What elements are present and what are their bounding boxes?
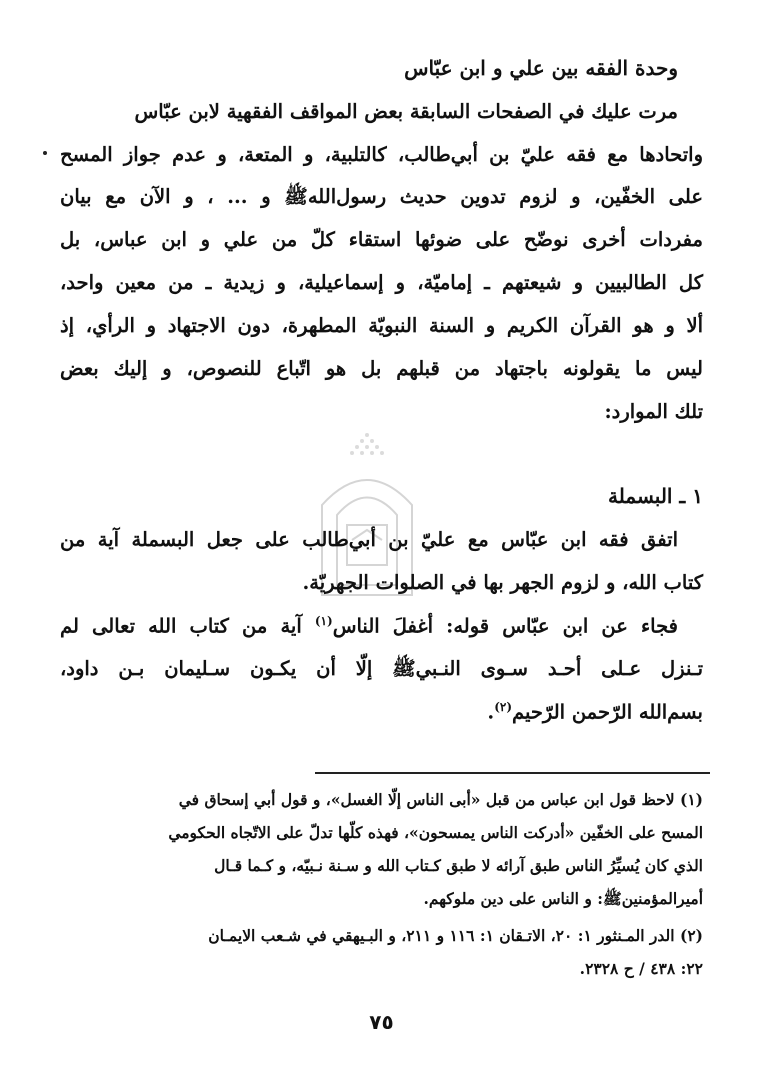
paragraph-line: ليس ما يقولونه باجتهاد من قبلهم بل هو اتّباع للنصوص، و إليك بعض (60, 357, 703, 380)
footnote-line: الذي كان يُسيِّرُ الناس طبق آرائه لا طبق كـتاب الله و سـنة نـبيّه، و كـما قـال (214, 856, 703, 875)
paragraph-line: اتفق فقه ابن عبّاس مع عليّ بن أبي‌طالب على جعل البسملة آية من (60, 528, 678, 551)
text-run: فجاء عن ابن عبّاس قوله: أغفلَ الناس (332, 614, 678, 638)
paragraph-line: مفردات أخرى نوضّح على ضوئها استقاء كلّ من علي و ابن عباس، بل (60, 228, 703, 251)
paragraph-line: تـنزل عـلى أحـد سـوى النـبيﷺ إلّا أن يكـون سـليمان بـن داود، (60, 657, 703, 680)
footnote-line: المسح على الخفّين «أدركت الناس يمسحون»، فهذه كلّها تدلّ على الاتّجاه الحكومي (168, 823, 703, 842)
paragraph-line: كل الطالبيين و شيعتهم ـ إماميّة، و إسماعيلية، و زيدية ـ من معين واحد، (60, 271, 703, 294)
paragraph-line: ألا و هو القرآن الكريم و السنة النبويّة المطهرة، دون الاجتهاد و الرأي، إذ (60, 314, 703, 337)
stray-mark (43, 151, 47, 155)
footnote-line: (٢) الدر المـنثور ١: ٢٠، الاتـقان ١: ١١٦ و ٢١١، و البـيهقي في شـعب الايمـان (208, 926, 703, 945)
footnote-separator (315, 772, 710, 774)
text-run: . (487, 700, 495, 724)
text-run: بسم‌الله الرّحمن الرّحيم (512, 700, 703, 724)
paragraph-line (487, 700, 703, 724)
text-run: آية من كتاب الله تعالى لم (60, 614, 315, 638)
footnote-ref[interactable]: (٢) (494, 700, 513, 714)
paragraph-line: واتحادها مع فقه عليّ بن أبي‌طالب، كالتلبية، و المتعة، و عدم جواز المسح (60, 143, 703, 166)
subsection-title: ١ ـ البسملة (608, 484, 703, 508)
footnote-ref[interactable]: (١) (314, 614, 333, 628)
section-title: وحدة الفقه بين علي و ابن عبّاس (404, 56, 678, 80)
footnote-line: أميرالمؤمنينﷺ: و الناس على دين ملوكهم. (423, 889, 703, 908)
paragraph-line: كتاب الله، و لزوم الجهر بها في الصلوات الجهريّة. (302, 571, 703, 594)
paragraph-line: على الخفّين، و لزوم تدوين حديث رسول‌اللهﷺ و ... ، و الآن مع بيان (60, 185, 703, 208)
paragraph-line: تلك الموارد: (604, 400, 703, 423)
footnote-line: ٢٢: ٤٣٨ / ح ٢٣٢٨. (579, 959, 703, 978)
paragraph-line: مرت عليك في الصفحات السابقة بعض المواقف الفقهية لابن عبّاس (134, 100, 678, 123)
page-number: ٧٥ (369, 1010, 394, 1034)
paragraph-line (60, 614, 678, 638)
footnote-line: (١) لاحظ قول ابن عباس من قبل «أبى الناس إلّا الغسل»، و قول أبي إسحاق في (178, 790, 703, 809)
